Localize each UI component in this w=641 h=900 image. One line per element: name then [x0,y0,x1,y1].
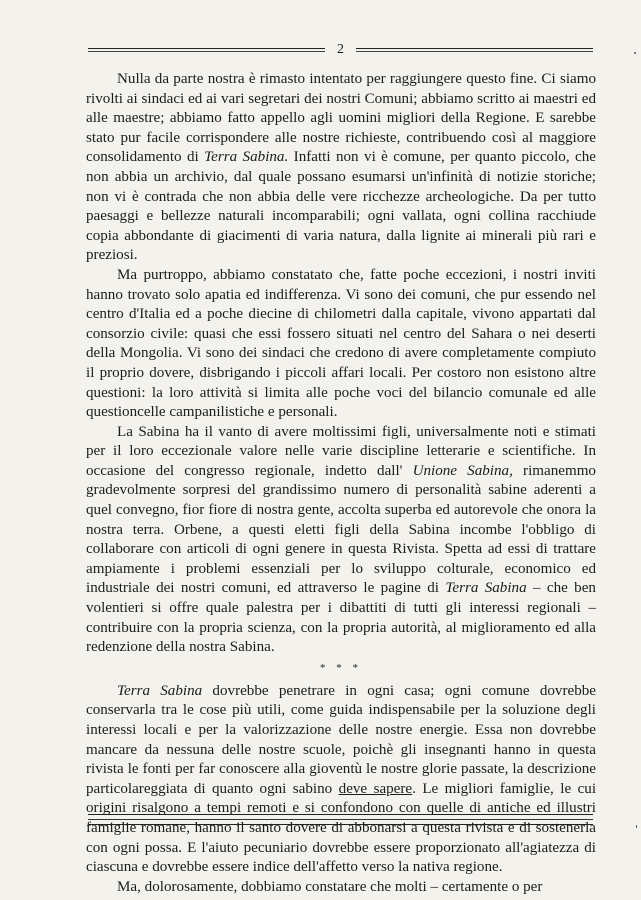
paragraph [86,423,596,658]
paragraph [86,70,596,266]
page-number: 2 [337,42,344,57]
paragraph [86,878,596,898]
print-speck [636,825,637,828]
italic-text: Terra Sabina [445,580,527,597]
text-run: Infatti non vi è comune, per quanto piccolo, che non abbia un archivio, dal quale possano esumarsi un'infinità di notizie storiche; non vi è contrada che non abbia delle vere ricchezze archeologiche. Da per tutto paesaggi e bellezze naturali incomparabili; ogni vallata, ogni collina racchiude copia abbondante di giacimenti di varia natura, dalla lignite ai minerali più rari e preziosi. [86,149,596,264]
text-run: – che ben volentieri si offre quale palestra per i dibattiti di tutti gli interessi regionali – contribuire con la propria scienza, con la propria autorità, al miglioramento ed alla redenzione della nostra Sabina. [86,580,596,656]
italic-text: Terra Sabina. [204,149,289,166]
header-rule-right [356,48,593,52]
header-rule-left [88,48,325,52]
page-header [88,40,593,60]
text-run: dovrebbe penetrare in ogni casa; ogni comune dovrebbe conservarla tra le cose più utili, come guida indispensabile per la soluzione degli interessi locali e per la valorizzazione delle nostre energie. Essa non dovrebbe mancare da nessuna delle nostre scuole, poichè gli insegnanti hanno in questa rivista le fonti per far conoscere alla gioventù le nostre glorie passate, la descrizione particolareggiata di quanto ogni sabino [86,682,596,797]
text-run: Nulla da parte nostra è rimasto intentato per raggiungere questo fine. Ci siamo rivolti ai sindaci ed ai vari segretari dei nostri Comuni; abbiamo scritto ai maestri ed alle maestre; abbiamo fatto appello agli uomini migliori della Regione. E sarebbe stato pur facile corrispondere alle nostre richieste, contribuendo così al maggiore consolidamento di [86,71,596,166]
text-run: . Le migliori famiglie, le cui origini risalgono a tempi remoti e si confondono con quelle di antiche ed illustri famiglie romane, hanno il santo dovere di abbonarsi a questa rivista e di sostenerla con ogni possa. E l'aiuto pecuniario dovrebbe essere proporzionato all'agiatezza di ciascuna e dovrebbe essere indice dell'affetto verso la nativa regione. [86,780,597,876]
paragraph [86,682,596,878]
italic-text: Unione Sabina, [412,462,513,479]
italic-text: Terra Sabina [117,682,203,699]
print-speck [634,52,636,54]
paragraph [86,266,596,423]
article-body [86,70,596,897]
text-run: rimanemmo gradevolmente sorpresi del grandissimo numero di personalità sabine aderenti a quel convegno, fior fiore di nostra gente, accolta superba ed autorevole che onora la nostra terra. Orbene, a questi eletti figli della Sabina incombe l'obbligo di collaborare con articoli di ogni genere in questa Rivista. Spetta ad essi di trattare ampiamente i problemi essenziali per lo sviluppo colturale, economico ed industriale dei nostri comuni, ed attraverso le pagine di [86,462,596,597]
text-run: Ma, dolorosamente, dobbiamo constatare che molti – certamente o per [117,878,543,895]
section-separator: * * * [320,661,362,674]
text-run: La Sabina ha il vanto di avere moltissimi figli, universalmente noti e stimati per il loro eccezionale valore nelle varie discipline letterarie e scientifiche. In occasione del congresso regionale, indetto dall' [86,423,596,479]
text-run: Ma purtroppo, abbiamo constatato che, fatte poche eccezioni, i nostri inviti hanno trovato solo apatia ed indifferenza. Vi sono dei comuni, che pur essendo nel centro d'Italia ed a poche diecine di chilometri dalla capitale, vivono appartati dal consorzio civile: quasi che essi fossero situati nel centro del Sahara o nei deserti della Mongolia. Vi sono dei sindaci che credono di avere completamente compiuto il proprio dovere, disbrigando i piccoli affari locali. Per costoro non esistono altre questioni: la loro attività si limita alle poche voci del bilancio comunale ed alle questioncelle campanilistiche e personali. [86,266,596,421]
underlined-text: deve sapere [338,780,413,797]
page-footer-rules [88,814,593,825]
